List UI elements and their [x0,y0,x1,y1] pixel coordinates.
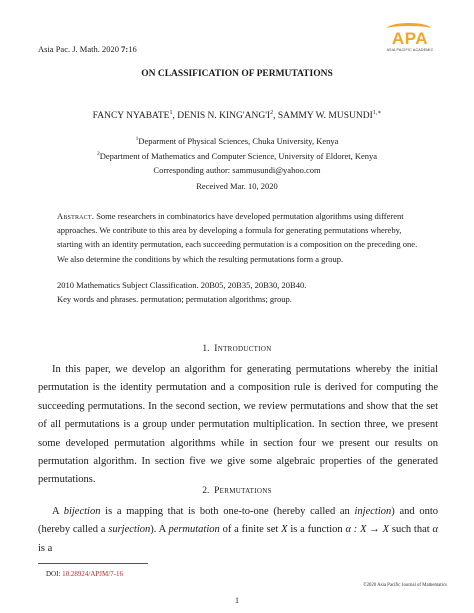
logo-tagline: ASIA PACIFIC ACADEMIC [386,48,434,52]
abstract-text: Some researchers in combinatorics have developed permutation algorithms using different approaches. We contribute to this area by developing a formula for generating permutations whereby, starting with an identity permutation, each succeeding permutation is a composition on the preceding one. We also determine the conditions by which the resulting permutations form a group. [57,211,418,264]
abstract-label: Abstract. [57,211,95,221]
journal-reference: Asia Pac. J. Math. 2020 7:16 [38,44,137,54]
math-X: X [281,524,288,536]
math-alpha: α [432,524,439,536]
doi: DOI: 10.28924/APJM/7-16 [46,570,124,578]
abstract [57,209,419,266]
logo-mark: APA [378,30,442,47]
section-1-heading: 1. Introduction [202,344,272,354]
keywords: Key words and phrases. permutation; permutation algorithms; group. [57,294,292,304]
section-1-body: In this paper, we develop an algorithm for generating permutations whereby the initial permutation is the identity permutation and a composition rule is derived for computing the succeeding permutations. In the second section, we review permutations and show that the set of all permutations is a group under permutation multiplication. In section three, we present some developed permutation algorithms while in section four we present our results on permutation algorithm. In section five we give some algebraic properties of the generated permutations. [38,364,438,486]
corresponding-author: Corresponding author: sammusundi@yahoo.com [153,165,321,175]
doi-link[interactable]: 10.28924/APJM/7-16 [62,570,124,578]
copyright: ©2020 Asia Pacific Journal of Mathematics [363,583,447,588]
journal-volume: 7: [121,44,129,54]
section-2-heading: 2. Permutations [202,486,272,496]
affiliation-1: $^1$Deparment of Physical Sciences, Chuka University, Kenya [135,136,339,146]
author-list: FANCY NYABATE$^1$, DENIS N. $KING'ANG'I^2$, SAMMY W. $MUSUNDI^{1,∗}$ [92,110,382,122]
affiliation-2: $^2$Department of Mathematics and Computer Science, University of Eldoret, Kenya [96,151,378,161]
term-injection: injection [354,506,392,517]
math-function: α : X → X [345,524,390,536]
footnote-rule [38,563,148,564]
received-date: Received Mar. 10, 2020 [196,181,278,191]
article-number: 16 [128,44,137,54]
section-2-body: A bijection is a mapping that is both one-to-one (hereby called an injection) and onto (hereby called a surjection). A permutation of a finite set X is a function α : X → X such that α is a [38,506,439,554]
page-number: 1 [235,596,239,605]
term-bijection: bijection [63,506,101,517]
paper-title: ON CLASSIFICATION OF PERMUTATIONS [141,69,333,79]
msc-classification: 2010 Mathematics Subject Classification. 20B05, 20B35, 20B30, 20B40. [57,280,307,290]
publisher-logo [378,30,442,52]
term-permutation: permutation [168,524,220,536]
term-surjection: surjection [108,524,151,536]
